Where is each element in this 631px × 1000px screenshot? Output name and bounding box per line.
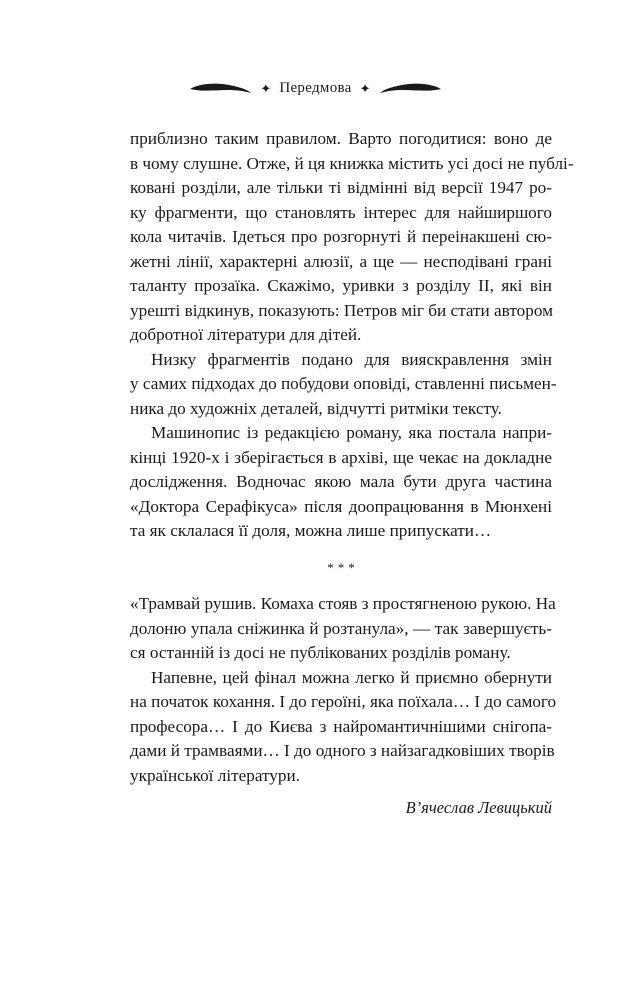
text-column bbox=[130, 127, 574, 821]
text-line: дослідження. Водночас якою мала бути друга частина bbox=[130, 472, 552, 491]
paragraph bbox=[130, 421, 552, 544]
text-line: добротної літератури для дітей. bbox=[130, 325, 362, 344]
star-ornament-right-icon: ✦ bbox=[359, 80, 371, 96]
text-line: в чому слушне. Отже, й ця книжка містить усі досі не публі- bbox=[130, 153, 574, 173]
text-line: кінці 1920-х і зберігається в архіві, ще чекає на докладне bbox=[130, 447, 552, 467]
running-header bbox=[0, 74, 631, 102]
swash-ornament-right-icon bbox=[379, 81, 443, 95]
text-line: професора… І до Києва з найромантичнішими снігопа- bbox=[130, 716, 552, 736]
paragraph bbox=[130, 127, 574, 348]
text-line: ника до художніх деталей, відчутті ритміки тексту. bbox=[130, 398, 502, 418]
text-line: у самих підходах до побудови оповіді, ставленні письмен- bbox=[130, 374, 557, 393]
text-line: жетні лінії, характерні алюзії, а ще — несподівані грані bbox=[130, 251, 552, 271]
text-line: таланту прозаїка. Скажімо, уривки з розділу II, які він bbox=[130, 276, 552, 295]
text-line: української літератури. bbox=[130, 765, 300, 785]
text-line: ся останній із досі не публікованих розділів роману. bbox=[130, 643, 511, 662]
text-line: приблизно таким правилом. Варто погодитися: воно де bbox=[130, 129, 552, 148]
star-ornament-left-icon: ✦ bbox=[260, 80, 272, 96]
text-line: «Доктора Серафікуса» після доопрацювання в Мюнхені bbox=[130, 496, 552, 516]
text-line: на початок кохання. І до героїні, яка поїхала… І до самого bbox=[130, 692, 557, 711]
paragraph bbox=[130, 592, 556, 666]
author-signature: В’ячеслав Левицький bbox=[405, 798, 552, 817]
section-separator: *** bbox=[327, 559, 359, 575]
paragraph bbox=[130, 666, 557, 789]
text-line: та як склалася її доля, можна лише припускати… bbox=[130, 521, 492, 540]
running-header-title: Передмова bbox=[279, 79, 352, 96]
paragraph bbox=[130, 348, 557, 422]
text-line: кола читачів. Ідеться про розгорнуті й переінакшені сю- bbox=[130, 227, 552, 246]
text-line: Машинопис із редакцією роману, яка постала напри- bbox=[151, 423, 552, 442]
swash-ornament-left-icon bbox=[188, 81, 252, 95]
text-line: Напевне, цей фінал можна легко й приємно обернути bbox=[151, 667, 552, 687]
text-line: ку фрагменти, що становлять інтерес для найширшого bbox=[130, 202, 552, 222]
text-line: урешті відкинув, показують: Петров міг би стати автором bbox=[130, 300, 553, 320]
text-line: дами й трамваями… І до одного з найзагадковіших творів bbox=[130, 741, 555, 760]
text-line: Низку фрагментів подано для вияскравлення змін bbox=[151, 349, 552, 369]
text-line: ковані розділи, але тільки ті відмінні від версії 1947 ро- bbox=[130, 178, 552, 197]
text-line: долоню упала сніжинка й розтанула», — так завершуєть- bbox=[130, 618, 552, 638]
text-line: «Трамвай рушив. Комаха стояв з простягненою рукою. На bbox=[130, 594, 556, 613]
